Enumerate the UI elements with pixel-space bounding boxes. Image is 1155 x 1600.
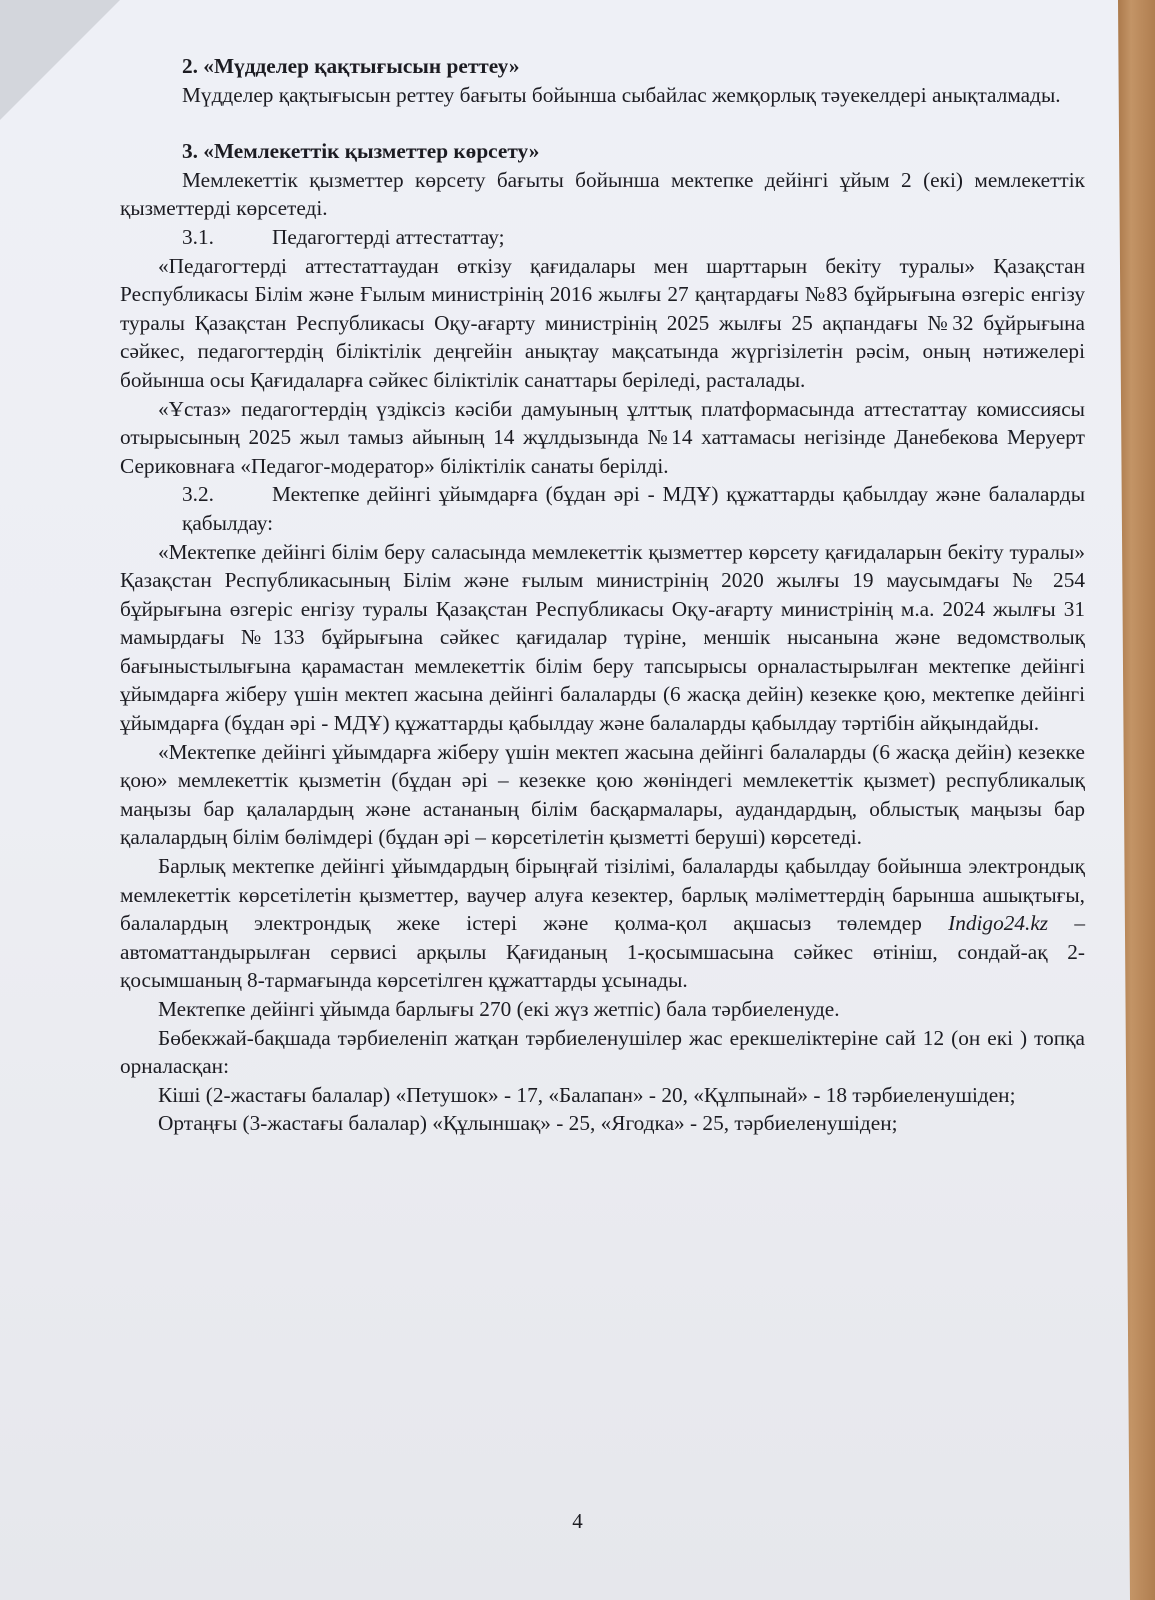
subsection-3-1-title: [120, 223, 1085, 252]
subsection-3-2-paragraph-5: Бөбекжай-бақшада тәрбиеленіп жатқан тәрбиеленушілер жас ерекшеліктеріне сай 12 (он екі ) топқа орналасқан:: [120, 1025, 1085, 1079]
subsection-3-2-paragraph-2: «Мектепке дейінгі ұйымдарға жіберу үшін мектеп жасына дейінгі балаларды (6 жасқа дейін) кезекке қою» мемлекеттік қызметін (бұдан әрі – кезекке қою жөніндегі мемлекеттік қызмет) республикалық маңызы бар қалалардың және астананың білім басқармалары, аудандардың, облыстық маңызы бар қалалардың білім бөлімдері (бұдан әрі – көрсетілетін қызметті беруші) көрсетеді.: [120, 739, 1085, 850]
section-3-heading: 3. «Мемлекеттік қызметтер көрсету»: [182, 139, 540, 164]
subsection-3-2-paragraph-4: Мектепке дейінгі ұйымда барлығы 270 (екі жүз жетпіс) бала тәрбиеленуде.: [158, 997, 840, 1021]
indigo-link: Indigo24.kz: [948, 911, 1049, 936]
document-body: [120, 52, 1085, 1138]
subsection-3-1-paragraph-1: «Педагогтерді аттестаттаудан өткізу қағидалары мен шарттарын бекіту туралы» Қазақстан Республикасы Білім және Ғылым министрінің 2016 жылғы 27 қаңтардағы №83 бұйрығына өзгеріс енгізу туралы Қазақстан Республикасы Оқу-ағарту министрінің 2025 жылғы 25 ақпандағы №32 бұйрығына сәйкес, педагогтердің біліктілік деңгейін анықтау мақсатында жүргізілетін рәсім, оның нәтижелері бойынша осы Қағидаларға сәйкес біліктілік санаттары беріледі, расталады.: [120, 253, 1085, 392]
subsection-3-1-label: Педагогтерді аттестаттау;: [272, 224, 505, 249]
subsection-3-1-paragraph-2: «Ұстаз» педагогтердің үздіксіз кәсіби дамуының ұлттық платформасында аттестаттау комиссиясы отырысының 2025 жыл тамыз айының 14 жұлдызында №14 хаттамасы негізінде Данебекова Меруерт Сериковнаға «Педагог-модератор» біліктілік санаты берілді.: [120, 396, 1085, 478]
subsection-3-2-paragraph-1: «Мектепке дейінгі білім беру саласында мемлекеттік қызметтер көрсету қағидаларын бекіту туралы» Қазақстан Республикасының Білім және ғылым министрінің 2020 жылғы 19 маусымдағы № 254 бұйрығына өзгеріс енгізу туралы Қазақстан Республикасы Оқу-ағарту министрінің м.а. 2024 жылғы 31 мамырдағы №133 бұйрығына сәйкес қағидалар түріне, меншік нысанына және ведомстволық бағыныстылығына қарамастан мемлекеттік білім беру тапсырысы орналастырылған мектепке дейінгі ұйымдарға жіберу үшін мектеп жасына дейінгі балаларды (6 жасқа дейін) кезекке қою, мектепке дейінгі ұйымдарға (бұдан әрі - МДҰ) құжаттарды қабылдау және балаларды қабылдау тәртібін айқындайды.: [120, 539, 1085, 736]
section-2-heading: 2. «Мүдделер қақтығысын реттеу»: [182, 54, 520, 78]
subsection-3-2-number: 3.2.: [182, 482, 214, 507]
subsection-3-2-title: [120, 480, 1085, 537]
subsection-3-2-paragraph-7: Ортаңғы (3-жастағы балалар) «Құлыншақ» - 25, «Ягодка» - 25, тәрбиеленушіден;: [158, 1111, 898, 1136]
subsection-3-2-label: Мектепке дейінгі ұйымдарға (бұдан әрі - МДҰ) құжаттарды қабылдау және балаларды қабылдау:: [182, 482, 1085, 535]
paragraph-3-text-a: Барлық мектепке дейінгі ұйымдардың бірыңғай тізілімі, балаларды қабылдау бойынша электрондық мемлекеттік көрсетілетін қызметтер, ваучер алуға кезектер, барлық мәліметтердің барынша ашықтығы, балалардың электрондық жеке істері және қолма-қол ақшасыз төлемдер: [120, 854, 1085, 936]
subsection-3-2-paragraph-6: Кіші (2-жастағы балалар) «Петушок» - 17, «Балапан» - 20, «Құлпынай» - 18 тәрбиеленушіден;: [158, 1082, 1016, 1107]
page-number: 4: [572, 1509, 583, 1533]
section-2-paragraph: Мүдделер қақтығысын реттеу бағыты бойынша сыбайлас жемқорлық тәуекелдері анықталмады.: [182, 82, 1061, 107]
subsection-3-2-paragraph-3: [120, 852, 1085, 995]
paragraph-3-text-b: – автоматтандырылған сервисі арқылы Қағиданың 1-қосымшасына сәйкес өтініш, сондай-ақ 2-қосымшаның 8-тармағында көрсетілген құжаттарды ұсынады.: [120, 911, 1085, 993]
subsection-3-1-number: 3.1.: [182, 224, 214, 249]
section-3-intro: Мемлекеттік қызметтер көрсету бағыты бойынша мектепке дейінгі ұйым 2 (екі) мемлекеттік қызметтерді көрсетеді.: [120, 167, 1085, 221]
